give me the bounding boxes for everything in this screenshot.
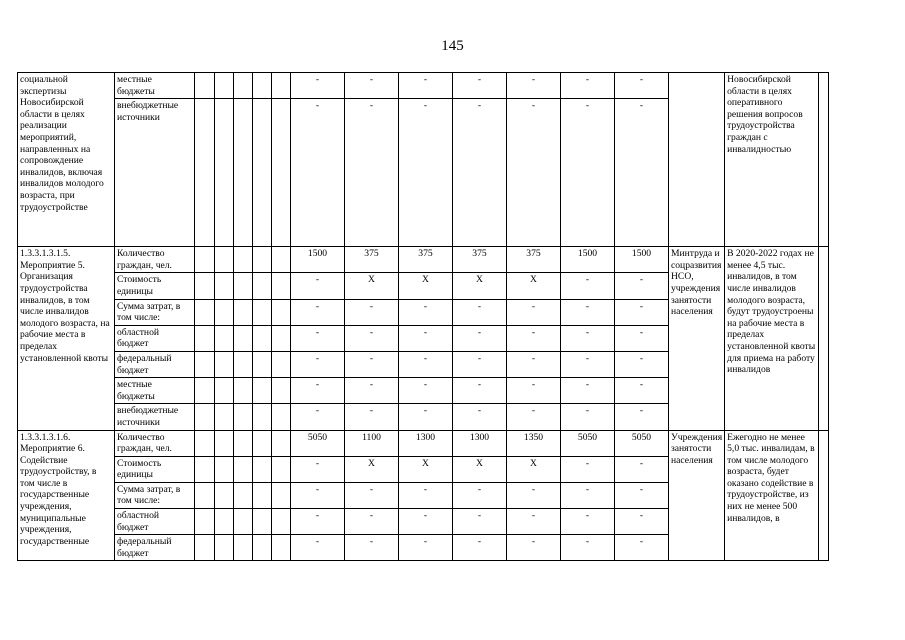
value-cell: 1500 bbox=[291, 247, 345, 273]
value-cell: - bbox=[399, 378, 453, 404]
empty-cell bbox=[234, 247, 253, 273]
empty-cell bbox=[234, 509, 253, 535]
value-cell: - bbox=[615, 299, 669, 325]
empty-cell bbox=[272, 456, 291, 482]
value-cell: - bbox=[453, 351, 507, 377]
empty-cell bbox=[215, 325, 234, 351]
empty-cell bbox=[272, 325, 291, 351]
empty-cell bbox=[234, 456, 253, 482]
value-cell: - bbox=[453, 99, 507, 247]
value-cell: Х bbox=[507, 273, 561, 299]
empty-cell bbox=[272, 73, 291, 99]
indicator-cell: Сумма затрат, в том числе: bbox=[115, 299, 195, 325]
empty-cell bbox=[215, 73, 234, 99]
value-cell: 375 bbox=[399, 247, 453, 273]
empty-cell bbox=[234, 73, 253, 99]
value-cell: - bbox=[561, 378, 615, 404]
empty-cell bbox=[234, 535, 253, 561]
value-cell: - bbox=[561, 482, 615, 508]
value-cell: - bbox=[561, 325, 615, 351]
value-cell: - bbox=[399, 509, 453, 535]
value-cell: - bbox=[291, 73, 345, 99]
executor-cell bbox=[669, 73, 725, 247]
value-cell: - bbox=[291, 351, 345, 377]
value-cell: Х bbox=[345, 456, 399, 482]
page-number: 145 bbox=[441, 38, 464, 54]
value-cell: - bbox=[507, 99, 561, 247]
empty-cell bbox=[234, 482, 253, 508]
value-cell: 1500 bbox=[561, 247, 615, 273]
value-cell: - bbox=[291, 99, 345, 247]
value-cell: - bbox=[345, 482, 399, 508]
empty-cell bbox=[195, 73, 215, 99]
empty-cell bbox=[234, 325, 253, 351]
empty-cell bbox=[253, 378, 272, 404]
executor-cell: Учреждения занятости населения bbox=[669, 430, 725, 561]
indicator-cell: Стоимость единицы bbox=[115, 273, 195, 299]
empty-cell bbox=[215, 430, 234, 456]
empty-cell bbox=[253, 99, 272, 247]
value-cell: - bbox=[615, 73, 669, 99]
empty-cell bbox=[195, 299, 215, 325]
empty-cell bbox=[195, 404, 215, 430]
value-cell: - bbox=[399, 482, 453, 508]
empty-cell bbox=[253, 247, 272, 273]
value-cell: - bbox=[615, 482, 669, 508]
program-cell: 1.3.3.1.3.1.6. Мероприятие 6. Содействие трудоустройству, в том числе в государственные учреждения, муниципальные учреждения, государственные bbox=[18, 430, 115, 561]
value-cell: - bbox=[507, 351, 561, 377]
empty-cell bbox=[234, 299, 253, 325]
table-row bbox=[18, 430, 829, 456]
program-cell: социальной экспертизы Новосибирской области в целях реализации мероприятий, направленных на сопровождение инвалидов, включая инвалидов молодого возраста, при трудоустройстве bbox=[18, 73, 115, 247]
executor-cell: Минтруда и соцразвития НСО, учреждения занятости населения bbox=[669, 247, 725, 430]
value-cell: - bbox=[561, 535, 615, 561]
empty-cell bbox=[215, 99, 234, 247]
value-cell: - bbox=[615, 404, 669, 430]
value-cell: - bbox=[507, 482, 561, 508]
empty-cell bbox=[234, 430, 253, 456]
value-cell: - bbox=[291, 456, 345, 482]
value-cell: 375 bbox=[453, 247, 507, 273]
indicator-cell: Количество граждан, чел. bbox=[115, 247, 195, 273]
value-cell: - bbox=[453, 299, 507, 325]
result-cell: Новосибирской области в целях оперативного решения вопросов трудоустройства граждан с инвалидностью bbox=[725, 73, 819, 247]
empty-cell bbox=[195, 273, 215, 299]
value-cell: - bbox=[615, 535, 669, 561]
value-cell: - bbox=[345, 509, 399, 535]
value-cell: - bbox=[507, 404, 561, 430]
value-cell: - bbox=[453, 325, 507, 351]
empty-cell bbox=[253, 351, 272, 377]
value-cell: - bbox=[291, 299, 345, 325]
value-cell: - bbox=[345, 73, 399, 99]
value-cell: Х bbox=[399, 273, 453, 299]
empty-cell bbox=[272, 99, 291, 247]
value-cell: - bbox=[345, 378, 399, 404]
value-cell: - bbox=[345, 351, 399, 377]
value-cell: - bbox=[615, 325, 669, 351]
indicator-cell: федеральный бюджет bbox=[115, 351, 195, 377]
empty-cell bbox=[272, 535, 291, 561]
value-cell: 5050 bbox=[615, 430, 669, 456]
value-cell: - bbox=[453, 482, 507, 508]
empty-cell bbox=[272, 378, 291, 404]
value-cell: - bbox=[399, 535, 453, 561]
value-cell: - bbox=[399, 299, 453, 325]
empty-cell bbox=[215, 378, 234, 404]
value-cell: - bbox=[453, 535, 507, 561]
empty-cell bbox=[215, 456, 234, 482]
empty-cell bbox=[234, 351, 253, 377]
empty-cell bbox=[819, 247, 829, 430]
value-cell: 1100 bbox=[345, 430, 399, 456]
empty-cell bbox=[195, 378, 215, 404]
empty-cell bbox=[195, 430, 215, 456]
value-cell: 375 bbox=[507, 247, 561, 273]
value-cell: - bbox=[345, 535, 399, 561]
value-cell: - bbox=[615, 351, 669, 377]
empty-cell bbox=[272, 299, 291, 325]
value-cell: - bbox=[399, 73, 453, 99]
empty-cell bbox=[272, 273, 291, 299]
empty-cell bbox=[272, 482, 291, 508]
value-cell: - bbox=[507, 325, 561, 351]
empty-cell bbox=[253, 509, 272, 535]
empty-cell bbox=[215, 351, 234, 377]
indicator-cell: Стоимость единицы bbox=[115, 456, 195, 482]
value-cell: - bbox=[453, 73, 507, 99]
value-cell: - bbox=[291, 273, 345, 299]
empty-cell bbox=[272, 430, 291, 456]
value-cell: - bbox=[345, 404, 399, 430]
value-cell: - bbox=[399, 351, 453, 377]
empty-cell bbox=[253, 430, 272, 456]
empty-cell bbox=[234, 378, 253, 404]
value-cell: - bbox=[291, 509, 345, 535]
table-row bbox=[18, 247, 829, 273]
value-cell: - bbox=[507, 73, 561, 99]
empty-cell bbox=[819, 73, 829, 247]
empty-cell bbox=[272, 351, 291, 377]
value-cell: - bbox=[345, 99, 399, 247]
value-cell: - bbox=[615, 456, 669, 482]
empty-cell bbox=[253, 404, 272, 430]
value-cell: - bbox=[507, 299, 561, 325]
value-cell: - bbox=[615, 99, 669, 247]
value-cell: Х bbox=[453, 273, 507, 299]
value-cell: - bbox=[615, 378, 669, 404]
empty-cell bbox=[215, 299, 234, 325]
value-cell: - bbox=[615, 273, 669, 299]
value-cell: 1300 bbox=[399, 430, 453, 456]
value-cell: - bbox=[291, 378, 345, 404]
empty-cell bbox=[215, 482, 234, 508]
value-cell: - bbox=[561, 99, 615, 247]
value-cell: Х bbox=[453, 456, 507, 482]
value-cell: - bbox=[561, 299, 615, 325]
value-cell: - bbox=[291, 325, 345, 351]
empty-cell bbox=[195, 325, 215, 351]
empty-cell bbox=[234, 404, 253, 430]
result-cell: В 2020-2022 годах не менее 4,5 тыс. инвалидов, в том числе инвалидов молодого возраста, будут трудоустроены на рабочие места в пределах установленной квоты для приема на работу инвалидов bbox=[725, 247, 819, 430]
indicator-cell: федеральный бюджет bbox=[115, 535, 195, 561]
indicator-cell: местные бюджеты bbox=[115, 378, 195, 404]
value-cell: - bbox=[291, 404, 345, 430]
indicator-cell: Количество граждан, чел. bbox=[115, 430, 195, 456]
program-table bbox=[17, 72, 829, 561]
empty-cell bbox=[253, 456, 272, 482]
empty-cell bbox=[195, 456, 215, 482]
value-cell: - bbox=[561, 509, 615, 535]
value-cell: - bbox=[561, 456, 615, 482]
empty-cell bbox=[195, 351, 215, 377]
value-cell: - bbox=[615, 509, 669, 535]
value-cell: - bbox=[507, 509, 561, 535]
value-cell: 375 bbox=[345, 247, 399, 273]
program-cell: 1.3.3.1.3.1.5. Мероприятие 5. Организация трудоустройства инвалидов, в том числе инвалидов молодого возраста, на рабочие места в пределах установленной квоты bbox=[18, 247, 115, 430]
empty-cell bbox=[253, 299, 272, 325]
value-cell: - bbox=[453, 404, 507, 430]
empty-cell bbox=[819, 430, 829, 561]
empty-cell bbox=[195, 535, 215, 561]
result-cell: Ежегодно не менее 5,0 тыс. инвалидам, в том числе молодого возраста, будет оказано содействие в трудоустройстве, из них не менее 500 инвалидов, в bbox=[725, 430, 819, 561]
value-cell: - bbox=[561, 351, 615, 377]
empty-cell bbox=[272, 404, 291, 430]
empty-cell bbox=[253, 482, 272, 508]
value-cell: - bbox=[345, 325, 399, 351]
value-cell: - bbox=[399, 404, 453, 430]
table-row bbox=[18, 73, 829, 99]
value-cell: - bbox=[507, 378, 561, 404]
value-cell: - bbox=[291, 482, 345, 508]
empty-cell bbox=[215, 247, 234, 273]
empty-cell bbox=[195, 247, 215, 273]
value-cell: - bbox=[453, 378, 507, 404]
value-cell: - bbox=[399, 99, 453, 247]
value-cell: - bbox=[561, 273, 615, 299]
value-cell: - bbox=[561, 73, 615, 99]
indicator-cell: Сумма затрат, в том числе: bbox=[115, 482, 195, 508]
empty-cell bbox=[272, 247, 291, 273]
value-cell: - bbox=[453, 509, 507, 535]
value-cell: 5050 bbox=[291, 430, 345, 456]
empty-cell bbox=[215, 509, 234, 535]
value-cell: Х bbox=[345, 273, 399, 299]
empty-cell bbox=[215, 273, 234, 299]
value-cell: Х bbox=[507, 456, 561, 482]
indicator-cell: внебюджетные источники bbox=[115, 99, 195, 247]
empty-cell bbox=[215, 404, 234, 430]
empty-cell bbox=[253, 325, 272, 351]
value-cell: 1300 bbox=[453, 430, 507, 456]
value-cell: 1500 bbox=[615, 247, 669, 273]
empty-cell bbox=[234, 273, 253, 299]
value-cell: 1350 bbox=[507, 430, 561, 456]
empty-cell bbox=[253, 273, 272, 299]
value-cell: - bbox=[291, 535, 345, 561]
empty-cell bbox=[215, 535, 234, 561]
empty-cell bbox=[234, 99, 253, 247]
value-cell: - bbox=[345, 299, 399, 325]
indicator-cell: внебюджетные источники bbox=[115, 404, 195, 430]
value-cell: - bbox=[399, 325, 453, 351]
value-cell: - bbox=[561, 404, 615, 430]
empty-cell bbox=[272, 509, 291, 535]
empty-cell bbox=[253, 73, 272, 99]
empty-cell bbox=[195, 482, 215, 508]
empty-cell bbox=[253, 535, 272, 561]
value-cell: 5050 bbox=[561, 430, 615, 456]
indicator-cell: местные бюджеты bbox=[115, 73, 195, 99]
empty-cell bbox=[195, 99, 215, 247]
indicator-cell: областной бюджет bbox=[115, 509, 195, 535]
indicator-cell: областной бюджет bbox=[115, 325, 195, 351]
empty-cell bbox=[195, 509, 215, 535]
value-cell: - bbox=[507, 535, 561, 561]
value-cell: Х bbox=[399, 456, 453, 482]
